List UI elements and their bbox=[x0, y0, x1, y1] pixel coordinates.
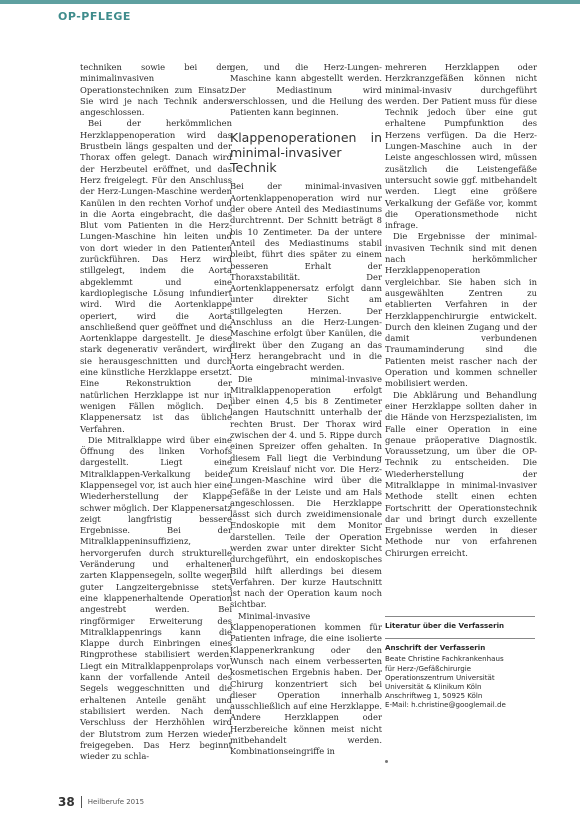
paragraph: Bei der minimal-invasiven Aortenklappenoperation wird nur der obere Anteil des Mediastinums durchtrennt. Der Schnitt beträgt 8 bis 10 Zentimeter. Da der untere Anteil des Mediastinums stabil bleibt, führt dies später zu einem besseren Erhalt der Thoraxstabilität. Der Aortenklappenersatz erfolgt dann unter direkter Sicht am stillgelegten Herzen. Der Anschluss an die Herz-Lungen-Maschine erfolgt über Kanülen, die direkt über den Zugang an das Herz herangebracht und in die Aorta eingebracht werden. bbox=[230, 181, 382, 373]
paragraph: Bei der herkömmlichen Herzklappenoperation wird das Brustbein längs gespalten und der Thorax offen gelegt. Danach wird der Herzbeutel eröffnet, und das Herz freigelegt. Für den Anschluss der Herz-Lungen-Maschine werden Kanülen in den rechten Vorhof und in die Aorta eingebracht, die das Blut vom Patienten in die Herz-Lungen-Maschine hin leiten und von dort wieder in den Patienten zurückführen. Das Herz wird stillgelegt, indem die Aorta abgeklemmt und eine kardioplegische Lösung infundiert wird. Wird die Aortenklappe operiert, wird die Aorta anschließend quer geöffnet und die Aortenklappe dargestellt. Je diese stark degenerativ verändert, wird sie herausgeschnitten und durch eine künstliche Herzklappe ersetzt. Eine Rekonstruktion der natürlichen Herzklappe ist nur in wenigen Fällen möglich. Der Klappenersatz ist das übliche Verfahren. bbox=[80, 118, 232, 434]
email-line: E-Mail: h.christine@googlemail.de bbox=[385, 700, 506, 710]
page-number: 38 bbox=[58, 795, 75, 809]
page-footer bbox=[58, 795, 144, 809]
address-line: Operationszentrum Universität bbox=[385, 672, 495, 682]
paragraph: Die Ergebnisse der minimal-invasiven Technik sind mit denen nach herkömmlicher Herzklappenoperation vergleichbar. Sie haben sich in ausgewählten Zentren zu etablierten Verfahren in der Herzklappenchirurgie entwickelt. Durch den kleinen Zugang und der damit verbundenen Traumaminderung sind die Patienten meist rascher nach der Operation und kommen schneller mobilisiert werden. bbox=[385, 231, 537, 389]
section-heading: Klappenoperationen in minimal-invasiver Technik bbox=[230, 130, 382, 176]
paragraph: mehreren Herzklappen oder Herzkranzgefäßen können nicht minimal-invasiv durchgeführt werden. Der Patient muss für diese Technik jedoch über eine gut erhaltene Pumpfunktion des Herzens verfügen. Da die Herz-Lungen-Maschine auch in der Leiste angeschlossen wird, müssen zusätzlich die Leistengefäße untersucht sowie ggf. mitbehandelt werden. Liegt eine größere Verkalkung der Gefäße vor, kommt die Operationsmethode nicht infrage. bbox=[385, 62, 537, 231]
footer-separator bbox=[81, 796, 82, 808]
address-line: Universität & Klinikum Köln bbox=[385, 682, 482, 692]
paragraph: Minimal-invasive Klappenoperationen kommen für Patienten infrage, die eine isolierte Klappenerkrankung oder den Wunsch nach einem verbesserten kosmetischen Ergebnis haben. Der Chirurg konzentriert sich bei dieser Operation innerhalb ausschließlich auf eine Herzklappe. Andere Herzklappen oder Herzbereiche können meist nicht mitbehandelt werden. Kombinationseingriffe in bbox=[230, 610, 382, 757]
address-line: Beate Christine Fachkrankenhaus bbox=[385, 654, 504, 664]
publication-name: Heilberufe 2015 bbox=[87, 798, 145, 806]
text-column-3 bbox=[385, 62, 537, 559]
section-label: OP-PFLEGE bbox=[58, 10, 131, 23]
paragraph: Die Mitralklappe wird über eine Öffnung des linken Vorhofs dargestellt. Liegt eine Mitralklappen-Verkalkung beider Klappensegel vor, ist auch hier eine Wiederherstellung der Klappe schwer möglich. Der Klappenersatz zeigt langfristig bessere Ergebnisse. Bei der Mitralklappeninsuffizienz, hervorgerufen durch strukturelle Veränderung und erhaltenen zarten Klappensegeln, sollte wegen guter Langzeitergebnisse stets eine klappenerhaltende Operation angestrebt werden. Bei ringförmiger Erweiterung des Mitralklappenrings kann die Klappe durch Einbringen eines Ringprothese stabilisiert werden. Liegt ein Mitralklappenprolaps vor, kann der vorfallende Anteil des Segels weggeschnitten und die erhaltenen Anteile genäht und stabilisiert werden. Nach dem Verschluss der Herzhöhlen wird der Blutstrom zum Herzen wieder freigegeben. Das Herz beginnt wieder zu schla- bbox=[80, 434, 232, 762]
paragraph: techniken sowie bei den minimalinvasiven Operationstechniken zum Einsatz. Sie wird je nach Technik anders angeschlossen. bbox=[80, 62, 232, 118]
text-column-2 bbox=[230, 62, 382, 758]
author-box bbox=[385, 616, 535, 710]
paragraph: Die Abklärung und Behandlung einer Herzklappe sollten daher in die Hände von Herzspezialisten, im Falle einer Operation in eine genaue präoperative Diagnostik. Voraussetzung, um über die OP-Technik zu entscheiden. Die Wiederherstellung der Mitralklappe in minimal-invasiver Methode stellt einen echten Fortschritt der Operationstechnik dar und bringt durch exzellente Ergebnisse werden in dieser Methode nur von erfahrenen Chirurgen erreicht. bbox=[385, 389, 537, 558]
address-line: für Herz-/Gefäßchirurgie bbox=[385, 663, 472, 673]
text-column-1 bbox=[80, 62, 232, 762]
literature-note: Literatur über die Verfasserin bbox=[385, 621, 505, 630]
paragraph: gen, und die Herz-Lungen-Maschine kann abgestellt werden. Der Mediastinum wird verschlossen, und die Heilung des Patienten kann beginnen. bbox=[230, 62, 382, 118]
paragraph: Die minimal-invasive Mitralklappenoperation erfolgt über einen 4,5 bis 8 Zentimeter langen Hautschnitt unterhalb der rechten Brust. Der Thorax wird zwischen der 4. und 5. Rippe durch einen Spreizer offen gehalten. In diesem Fall liegt die Verbindung zum Kreislauf nicht vor. Die Herz-Lungen-Maschine wird über die Gefäße in der Leiste und am Hals angeschlossen. Die Herzklappe lässt sich durch zweidimensionale Endoskopie mit dem Monitor darstellen. Teile der Operation werden zwar unter direkter Sicht durchgeführt, ein endoskopisches Bild hilft allerdings bei diesem Verfahren. Der kurze Hautschnitt ist nach der Operation kaum noch sichtbar. bbox=[230, 373, 382, 610]
divider bbox=[385, 616, 535, 617]
header-accent-line bbox=[0, 0, 580, 4]
divider bbox=[385, 638, 535, 639]
address-line: Anschriftweg 1, 50925 Köln bbox=[385, 691, 483, 701]
address-heading: Anschrift der Verfasserin bbox=[385, 643, 486, 653]
decorative-dot bbox=[385, 760, 388, 763]
